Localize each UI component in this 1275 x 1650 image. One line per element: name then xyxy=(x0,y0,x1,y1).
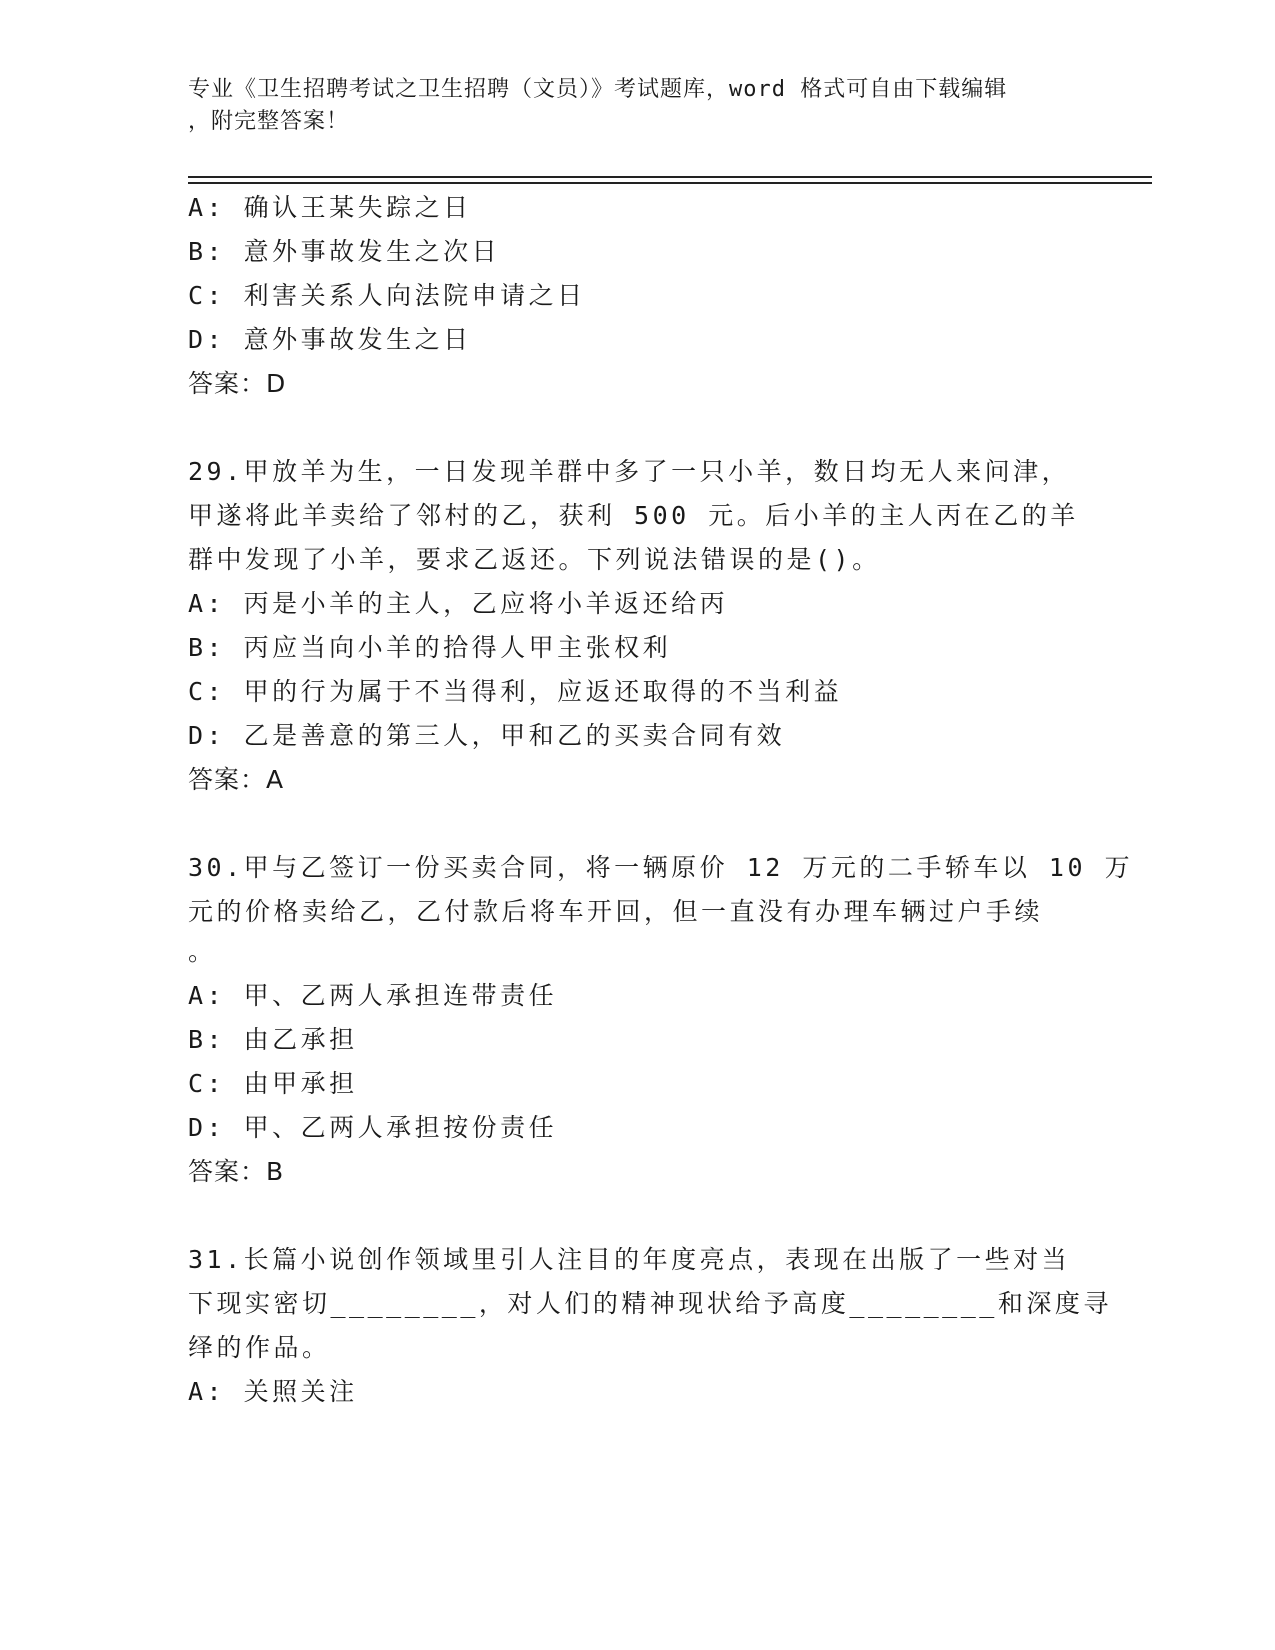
q28-answer: 答案：D xyxy=(188,369,287,398)
q31-stem-line-1: 31.长篇小说创作领域里引人注目的年度亮点，表现在出版了一些对当 xyxy=(188,1245,1071,1274)
q29-stem-line-3: 群中发现了小羊，要求乙返还。下列说法错误的是()。 xyxy=(188,545,881,574)
q29-option-a: A: 丙是小羊的主人，乙应将小羊返还给丙 xyxy=(188,589,729,618)
q29-option-d: D: 乙是善意的第三人，甲和乙的买卖合同有效 xyxy=(188,721,786,750)
document-header xyxy=(188,74,1068,138)
q30-option-a: A: 甲、乙两人承担连带责任 xyxy=(188,981,558,1010)
q30-option-d: D: 甲、乙两人承担按份责任 xyxy=(188,1113,558,1142)
q28-option-d: D: 意外事故发生之日 xyxy=(188,325,472,354)
q28-option-a: A: 确认王某失踪之日 xyxy=(188,193,472,222)
header-line-2: ，附完整答案！ xyxy=(188,109,350,134)
header-rule-top xyxy=(188,176,1152,178)
q31-stem-line-2: 下现实密切________，对人们的精神现状给予高度________和深度寻 xyxy=(188,1289,1112,1318)
q31-option-a: A: 关照关注 xyxy=(188,1377,358,1406)
q29-stem-line-1: 29.甲放羊为生，一日发现羊群中多了一只小羊，数日均无人来问津， xyxy=(188,457,1071,486)
q31-stem-line-3: 绎的作品。 xyxy=(188,1333,331,1362)
q29-answer: 答案：A xyxy=(188,765,285,794)
q30-stem-line-3: 。 xyxy=(188,937,217,966)
q28-option-b: B: 意外事故发生之次日 xyxy=(188,237,501,266)
q30-stem-line-2: 元的价格卖给乙，乙付款后将车开回，但一直没有办理车辆过户手续 xyxy=(188,897,1044,926)
q28-option-c: C: 利害关系人向法院申请之日 xyxy=(188,281,586,310)
q29-option-c: C: 甲的行为属于不当得利，应返还取得的不当利益 xyxy=(188,677,843,706)
q29-option-b: B: 丙应当向小羊的拾得人甲主张权利 xyxy=(188,633,672,662)
q30-stem-line-1: 30.甲与乙签订一份买卖合同，将一辆原价 12 万元的二手轿车以 10 万 xyxy=(188,853,1134,882)
header-rule-bottom xyxy=(188,182,1152,184)
q30-option-c: C: 由甲承担 xyxy=(188,1069,358,1098)
q29-stem-line-2: 甲遂将此羊卖给了邻村的乙，获利 500 元。后小羊的主人丙在乙的羊 xyxy=(188,501,1079,530)
q30-option-b: B: 由乙承担 xyxy=(188,1025,358,1054)
header-line-1: 专业《卫生招聘考试之卫生招聘（文员）》考试题库，word 格式可自由下载编辑 xyxy=(188,77,1008,102)
q30-answer: 答案：B xyxy=(188,1157,285,1186)
